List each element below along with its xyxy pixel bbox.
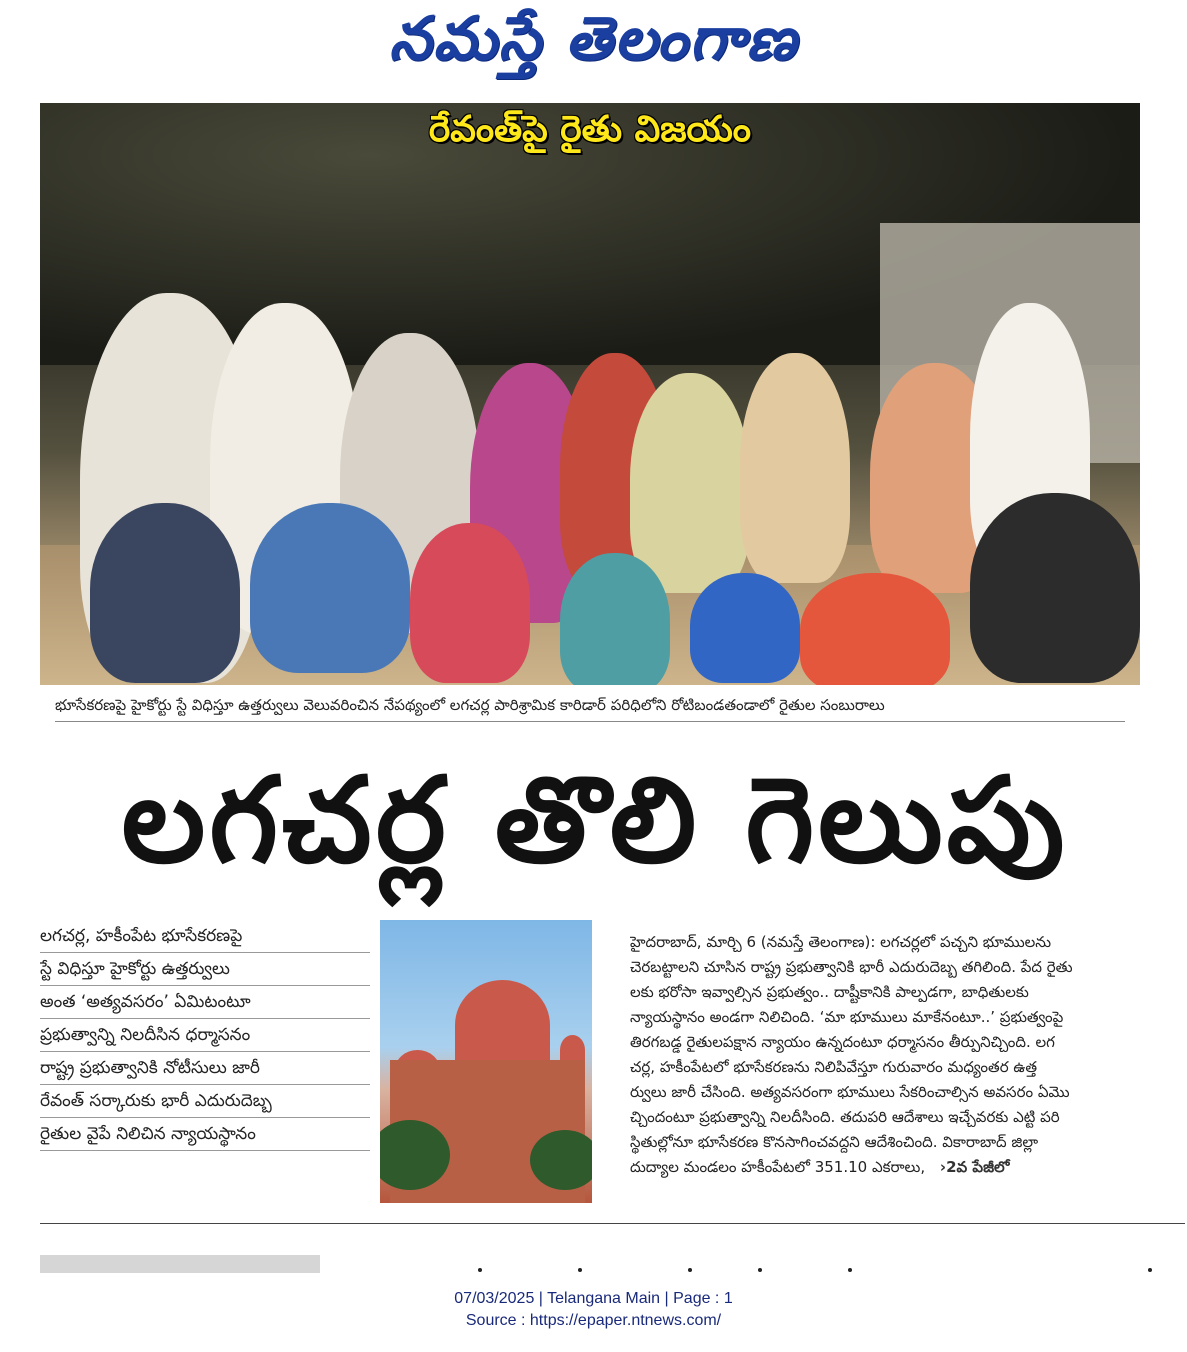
photo-caption: భూసేకరణపై హైకోర్టు స్టే విధిస్తూ ఉత్తర్వులు వెలువరించిన నేపథ్యంలో లగచర్ల పారిశ్రామిక కారిడార్ పరిధిలోని రోటిబండతండాలో రైతుల సంబురాలు <box>55 690 1125 722</box>
photo-crowd-figure <box>250 503 410 673</box>
article-line: స్థితుల్లోనూ భూసేకరణ కొనసాగించవద్దని ఆదేశించింది. వికారాబాద్ జిల్లా <box>630 1133 1039 1151</box>
masthead <box>0 6 1187 86</box>
next-story-strip <box>40 1255 320 1273</box>
continued-on-page-link[interactable] <box>940 1158 1010 1176</box>
footer-source-link[interactable]: Source : https://epaper.ntnews.com/ <box>465 1312 722 1329</box>
page-footer <box>0 1288 1187 1332</box>
photo-crowd-figure <box>630 373 750 593</box>
article-line: చ్చిందంటూ ప్రభుత్వాన్ని నిలదీసింది. తదుపరి ఆదేశాలు ఇచ్చేవరకు ఎట్టి పరి <box>630 1108 1060 1126</box>
photo-crowd-figure <box>970 493 1140 683</box>
photo-crowd-figure <box>800 573 950 685</box>
article-line: చర్ల, హకీంపేటలో భూసేకరణను నిలిపివేస్తూ గురువారం మధ్యంతర ఉత్త <box>630 1058 1038 1076</box>
article-line: ర్వులు జారీ చేసింది. అత్యవసరంగా భూములు సేకరించాల్సిన అవసరం ఏమొ <box>630 1083 1070 1101</box>
footer-edition-info: 07/03/2025 | Telangana Main | Page : 1 <box>454 1290 733 1307</box>
photo-crowd-figure <box>690 573 800 683</box>
article-line-text: దుద్యాల మండలం హకీంపేటలో 351.10 ఎకరాలు, <box>630 1158 926 1176</box>
highlight-item: రేవంత్ సర్కారుకు భారీ ఎదురుదెబ్బ <box>40 1085 370 1118</box>
article-last-line <box>630 1155 1120 1180</box>
article-line: న్యాయస్థానం అండగా నిలిచింది. ‘మా భూములు మాకేనంటూ..’ ప్రభుత్వంపై <box>630 1008 1064 1026</box>
article-line: తిరగబడ్డ రైతులపక్షాన న్యాయం ఉన్నదంటూ ధర్మాసనం తీర్పునిచ్చింది. లగ <box>630 1033 1055 1051</box>
photo-crowd-figure <box>90 503 240 683</box>
article-line: చెరబట్టాలని చూసిన రాష్ట్ర ప్రభుత్వానికి భారీ ఎదురుదెబ్బ తగిలింది. పేద రైతు <box>630 958 1073 976</box>
article-line: లకు భరోసా ఇవ్వాల్సిన ప్రభుత్వం.. దాష్టీకానికి పాల్పడగా, బాధితులకు <box>630 983 1029 1001</box>
article-line: హైదరాబాద్, మార్చి 6 (నమస్తే తెలంగాణ): లగచర్లలో పచ్చని భూములను <box>630 933 1052 951</box>
highlight-item: రాష్ట్ర ప్రభుత్వానికి నోటీసులు జారీ <box>40 1052 370 1085</box>
palm-tree <box>530 1130 592 1190</box>
photo-crowd-figure <box>410 523 530 683</box>
article-body <box>630 930 1120 1180</box>
photo-crowd-figure <box>740 353 850 583</box>
chevron-right-icon: › <box>939 1158 947 1176</box>
section-divider <box>40 1223 1185 1224</box>
lead-photo <box>40 103 1140 685</box>
photo-crowd-figure <box>560 553 670 685</box>
next-story-edge <box>460 1262 1160 1272</box>
jump-label: 2వ పేజీలో <box>946 1158 1010 1176</box>
highlight-item: రైతుల వైపే నిలిచిన న్యాయస్థానం <box>40 1118 370 1151</box>
high-court-dome <box>455 980 550 1070</box>
highlights-list <box>40 920 370 1151</box>
photo-overlay-title: రేవంత్‌పై రైతు విజయం <box>428 109 752 150</box>
main-headline: లగచర్ల తొలి గెలుపు <box>121 751 1069 889</box>
high-court-photo <box>380 920 592 1203</box>
highlight-item: ప్రభుత్వాన్ని నిలదీసిన ధర్మాసనం <box>40 1019 370 1052</box>
newspaper-logo-title: నమస్తే తెలంగాణ <box>388 4 799 74</box>
highlight-item: స్టే విధిస్తూ హైకోర్టు ఉత్తర్వులు <box>40 953 370 986</box>
highlight-item: అంత ‘అత్యవసరం’ ఏమిటంటూ <box>40 986 370 1019</box>
highlight-item: లగచర్ల, హకీంపేట భూసేకరణపై <box>40 920 370 953</box>
